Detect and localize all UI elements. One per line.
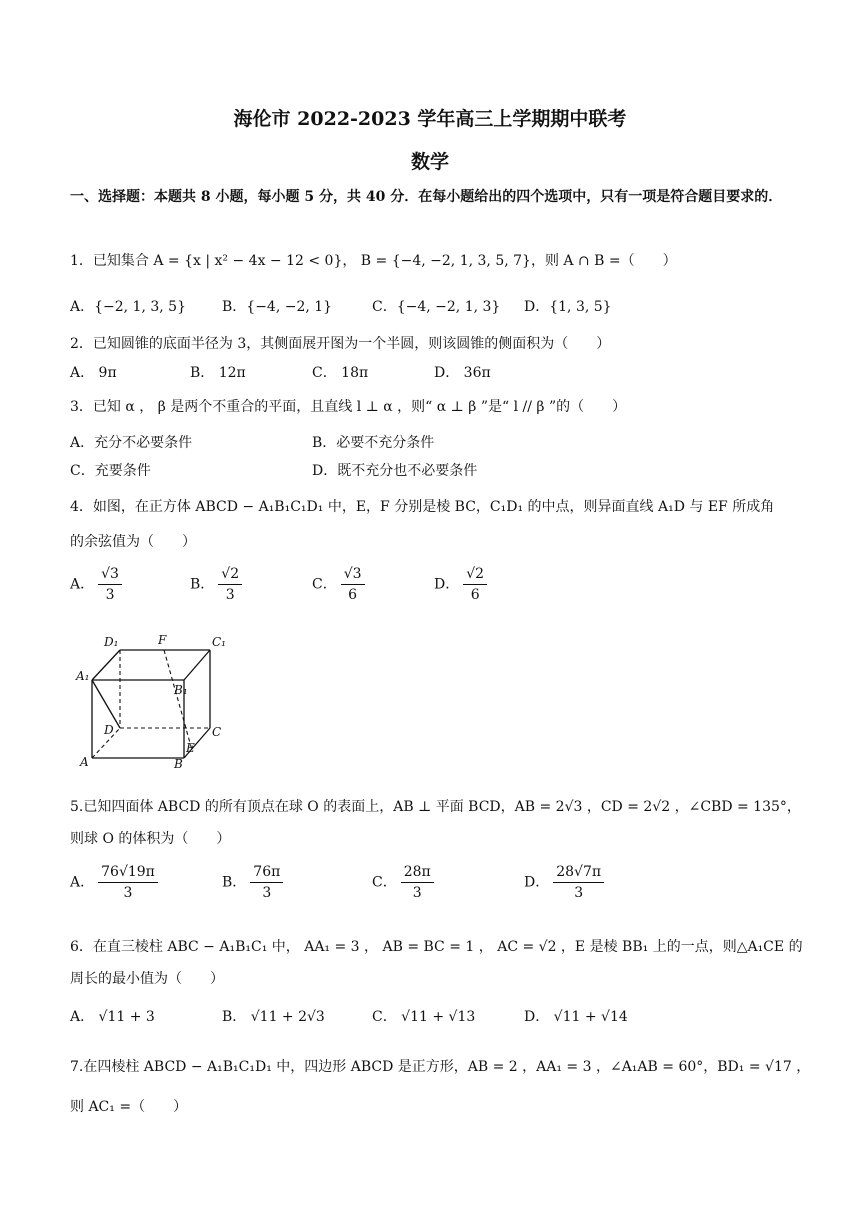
- question-5-option-d: D． $\frac{28√7\pi}{3}$: [524, 864, 604, 901]
- question-3-option-c: C．充要条件: [70, 463, 151, 479]
- question-3-option-b: B．必要不充分条件: [312, 435, 435, 451]
- question-3-stem: 3．已知 α ， β 是两个不重合的平面，且直线 l ⊥ α ，则“ α ⊥ β ”是“ l // β ”的（ ）: [70, 399, 627, 415]
- question-4-stem-line2: 的余弦值为（ ）: [70, 534, 196, 550]
- question-3-option-d: D．既不充分也不必要条件: [312, 463, 478, 479]
- label-b1: B₁: [174, 683, 188, 697]
- question-2-option-c: C． 18π: [312, 365, 369, 381]
- question-2-option-b: B． 12π: [190, 365, 246, 381]
- question-4-option-c: C． $\frac{√3}{6}$: [312, 566, 365, 603]
- question-4-option-a: A． $\frac{√3}{3}$: [70, 566, 122, 603]
- question-1-option-d: D．{1, 3, 5}: [524, 299, 612, 315]
- question-5-option-c: C． $\frac{28\pi}{3}$: [372, 864, 434, 901]
- question-4-option-b: B． $\frac{√2}{3}$: [190, 566, 242, 603]
- label-f: F: [158, 633, 167, 647]
- label-a1: A₁: [76, 669, 90, 683]
- label-d: D: [104, 723, 114, 737]
- question-6-option-c: C． √11 + √13: [372, 1009, 476, 1025]
- question-1-option-a: A．{−2, 1, 3, 5}: [70, 299, 186, 315]
- question-7-stem-line2: 则 AC₁ =（ ）: [70, 1099, 188, 1115]
- subject-title: 数学: [410, 151, 449, 173]
- question-2-option-a: A． 9π: [70, 365, 117, 381]
- question-5-stem-line1: 5.已知四面体 ABCD 的所有顶点在球 O 的表面上，AB ⊥ 平面 BCD，AB = 2√3 ，CD = 2√2 ，∠CBD = 135°，: [70, 799, 801, 815]
- exam-title: 海伦市 2022-2023 学年高三上学期期中联考: [233, 108, 627, 130]
- question-3-option-a: A．充分不必要条件: [70, 435, 193, 451]
- question-7-stem-line1: 7.在四棱柱 ABCD − A₁B₁C₁D₁ 中，四边形 ABCD 是正方形，AB = 2 ，AA₁ = 3 ，∠A₁AB = 60°，BD₁ = √17 ，: [70, 1059, 811, 1075]
- label-e: E: [186, 741, 195, 755]
- question-1-option-c: C．{−4, −2, 1, 3}: [372, 299, 501, 315]
- section-heading: 一、选择题：本题共 8 小题，每小题 5 分，共 40 分．在每小题给出的四个选项中，只有一项是符合题目要求的．: [70, 189, 783, 205]
- question-5-option-b: B． $\frac{76\pi}{3}$: [222, 864, 283, 901]
- question-4-option-d: D． $\frac{√2}{6}$: [434, 566, 487, 603]
- label-c: C: [212, 725, 222, 739]
- question-6-stem-line1: 6．在直三棱柱 ABC − A₁B₁C₁ 中， AA₁ = 3 ， AB = BC = 1 ， AC = √2 ，E 是棱 BB₁ 上的一点，则△A₁CE 的: [70, 939, 803, 955]
- question-5-option-a: A． $\frac{76√19\pi}{3}$: [70, 864, 158, 901]
- question-5-stem-line2: 则球 O 的体积为（ ）: [70, 831, 231, 847]
- question-6-stem-line2: 周长的最小值为（ ）: [70, 971, 224, 987]
- question-4-stem-line1: 4．如图，在正方体 ABCD − A₁B₁C₁D₁ 中，E，F 分别是棱 BC，C₁D₁ 的中点，则异面直线 A₁D 与 EF 所成角: [70, 499, 775, 515]
- cube-figure: [74, 630, 224, 770]
- question-2-option-d: D． 36π: [434, 365, 491, 381]
- question-1-stem: 1．已知集合 A = {x | x² − 4x − 12 < 0}， B = {−4, −2, 1, 3, 5, 7}，则 A ∩ B =（ ）: [70, 253, 677, 269]
- question-2-stem: 2．已知圆锥的底面半径为 3，其侧面展开图为一个半圆，则该圆锥的侧面积为（ ）: [70, 336, 611, 352]
- label-a: A: [80, 755, 89, 769]
- question-1-option-b: B．{−4, −2, 1}: [222, 299, 333, 315]
- label-b: B: [174, 757, 183, 771]
- label-c1: C₁: [212, 635, 226, 649]
- question-6-option-a: A． √11 + 3: [70, 1009, 155, 1025]
- label-d1: D₁: [104, 635, 119, 649]
- question-6-option-b: B． √11 + 2√3: [222, 1009, 325, 1025]
- question-6-option-d: D． √11 + √14: [524, 1009, 628, 1025]
